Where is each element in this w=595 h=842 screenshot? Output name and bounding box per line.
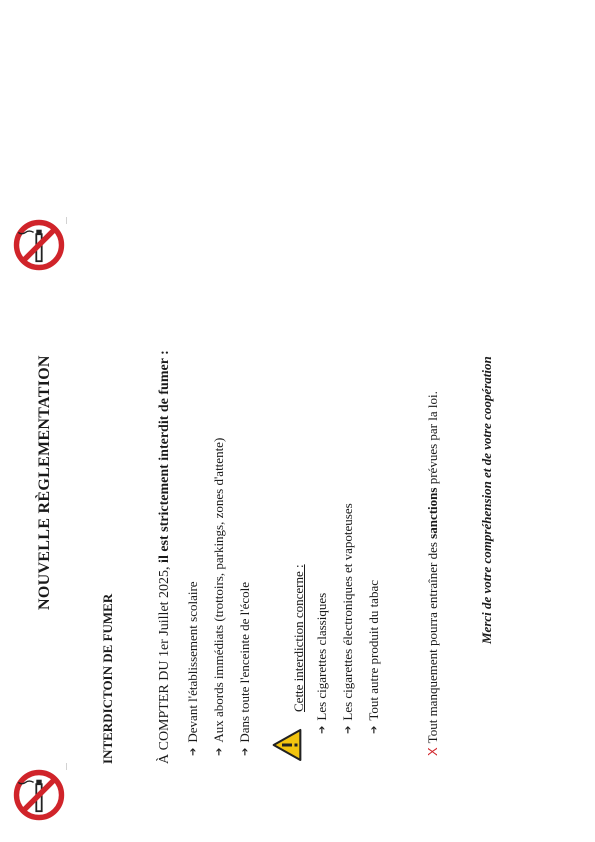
scan-mark: —: [62, 217, 70, 224]
arrow-bullet-icon: ➔: [214, 747, 225, 756]
location-text: Dans toute l'enceinte de l'école: [237, 581, 252, 743]
thanks-line: Merci de votre compréhension et de votre coopération: [479, 356, 494, 644]
list-item: [185, 581, 201, 756]
arrow-bullet-icon: ➔: [369, 725, 380, 734]
no-smoking-icon: [12, 218, 66, 272]
location-text: Aux abords immédiats (trottoirs, parkings, zones d'attente): [211, 437, 226, 743]
sanction-text-end: prévues par la loi.: [425, 391, 440, 488]
product-text: Les cigarettes électroniques et vapoteuses: [340, 503, 355, 721]
arrow-bullet-icon: ➔: [317, 725, 328, 734]
sanction-emphasis: sanctions: [425, 487, 440, 539]
page-title: NOUVELLE RÈGLEMENTATION: [36, 355, 53, 610]
list-item: [366, 580, 382, 734]
arrow-bullet-icon: ➔: [240, 747, 251, 756]
subtitle: INTERDICTOIN DE FUMER: [100, 593, 115, 764]
product-text: Les cigarettes classiques: [314, 592, 329, 721]
lead-emphasis: il est strictement interdit de fumer :: [157, 350, 172, 563]
sanction-text: Tout manquement pourra entraîner des: [425, 538, 440, 744]
list-item: [211, 438, 227, 756]
arrow-bullet-icon: ➔: [343, 725, 354, 734]
list-item: [340, 503, 356, 734]
lead-sentence: [157, 350, 173, 764]
warning-icon: [272, 728, 302, 762]
list-item: [237, 582, 253, 756]
location-text: Devant l'établissement scolaire: [185, 581, 200, 743]
no-smoking-icon: [12, 768, 66, 822]
lead-date: À COMPTER DU 1er Juillet 2025,: [157, 562, 172, 764]
arrow-bullet-icon: ➔: [188, 747, 199, 756]
list-item: [314, 593, 330, 734]
concerne-heading: Cette interdiction concerne :: [291, 564, 306, 712]
red-x-icon: X: [425, 747, 440, 756]
scan-mark: —: [62, 763, 70, 770]
product-text: Tout autre produit du tabac: [366, 580, 381, 721]
sanction-note: [425, 391, 441, 756]
